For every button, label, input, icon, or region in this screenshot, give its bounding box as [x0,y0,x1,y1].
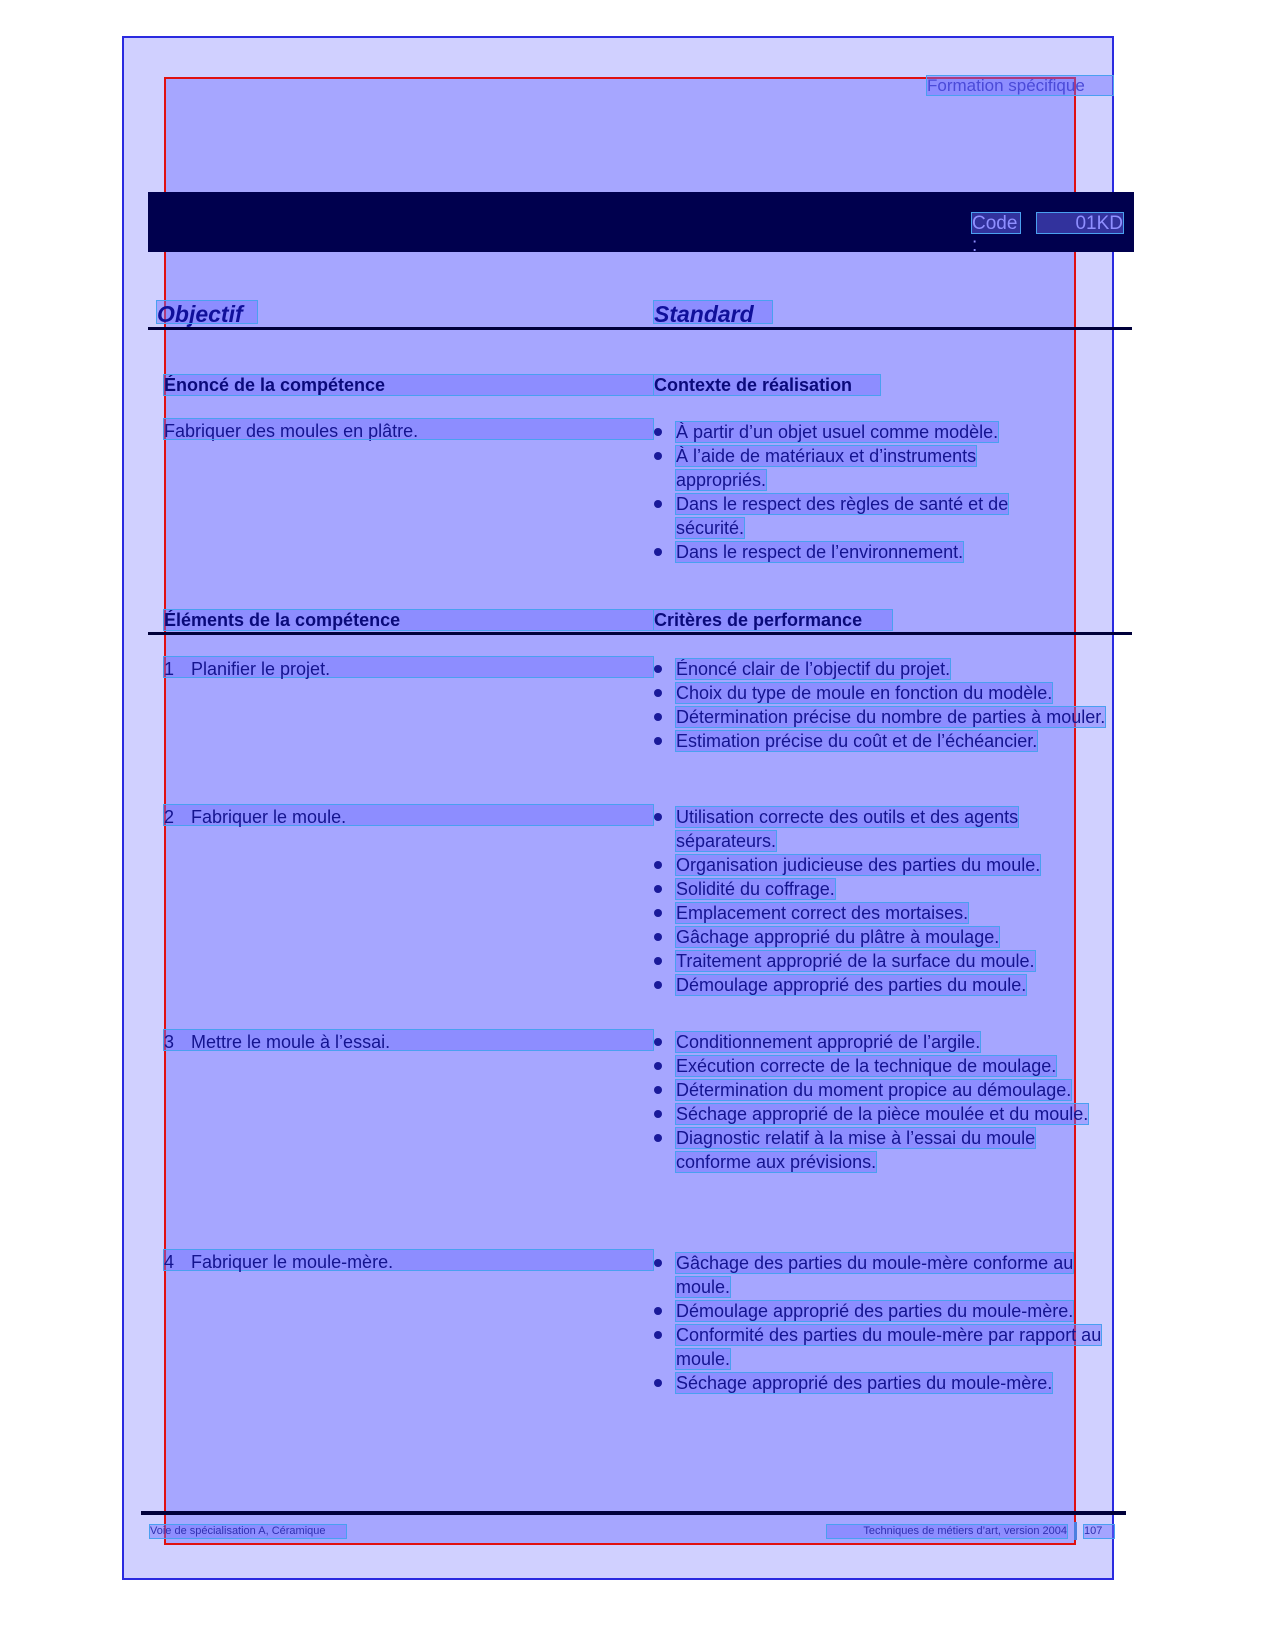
element-number: 1 [164,659,175,679]
contexte-heading: Contexte de réalisation [654,375,880,395]
bullet-icon [654,428,662,436]
list-item: Démoulage approprié des parties du moule-mère. [654,1299,1110,1323]
bullet-icon [654,1086,662,1094]
bullet-icon [654,1110,662,1118]
criteria-list-1 [654,657,1110,753]
element-number: 3 [164,1032,175,1052]
column-title-standard: Standard [654,301,772,323]
list-item: Gâchage approprié du plâtre à moulage. [654,925,1074,949]
criteria-list-3 [654,1030,1114,1174]
list-item: Estimation précise du coût et de l’échéancier. [654,729,1110,753]
bullet-icon [654,1134,662,1142]
list-item: Détermination du moment propice au démoulage. [654,1078,1114,1102]
bullet-icon [654,885,662,893]
bullet-icon [654,1331,662,1339]
list-item: Dans le respect de l’environnement. [654,540,1054,564]
bullet-icon [654,548,662,556]
element-label: Fabriquer le moule. [191,807,347,827]
elements-heading: Éléments de la compétence [164,610,653,630]
footer-rule [141,1511,1126,1515]
list-item: Traitement approprié de la surface du moule. [654,949,1074,973]
element-row-4 [164,1250,653,1270]
divider-elements [148,632,1132,635]
footer-separator [1074,1522,1077,1540]
bullet-icon [654,452,662,460]
contexte-list [654,420,1054,564]
bullet-icon [654,957,662,965]
enonce-heading: Énoncé de la compétence [164,375,653,395]
list-item: Utilisation correcte des outils et des agents séparateurs. [654,805,1074,853]
bullet-icon [654,909,662,917]
formation-label: Formation spécifique [927,76,1113,95]
bullet-icon [654,500,662,508]
element-label: Fabriquer le moule-mère. [191,1252,394,1272]
list-item: Démoulage approprié des parties du moule. [654,973,1074,997]
bullet-icon [654,1259,662,1267]
page-number: 107 [1084,1525,1114,1538]
bullet-icon [654,713,662,721]
divider-top [148,327,1132,330]
criteria-list-4 [654,1251,1110,1395]
list-item: Détermination précise du nombre de parties à mouler. [654,705,1110,729]
criteria-list-2 [654,805,1074,997]
list-item: Séchage approprié de la pièce moulée et du moule. [654,1102,1114,1126]
list-item: Dans le respect des règles de santé et de sécurité. [654,492,1054,540]
list-item: Emplacement correct des mortaises. [654,901,1074,925]
bullet-icon [654,689,662,697]
criteres-heading: Critères de performance [654,610,892,630]
element-row-1 [164,657,653,677]
bullet-icon [654,813,662,821]
list-item: Choix du type de moule en fonction du modèle. [654,681,1110,705]
list-item: Gâchage des parties du moule-mère conforme au moule. [654,1251,1110,1299]
bullet-icon [654,1062,662,1070]
list-item: Séchage approprié des parties du moule-mère. [654,1371,1110,1395]
list-item: Exécution correcte de la technique de moulage. [654,1054,1114,1078]
list-item: Conditionnement approprié de l’argile. [654,1030,1114,1054]
bullet-icon [654,933,662,941]
list-item: Diagnostic relatif à la mise à l’essai du moule conforme aux prévisions. [654,1126,1114,1174]
bullet-icon [654,861,662,869]
element-number: 4 [164,1252,175,1272]
element-label: Mettre le moule à l’essai. [191,1032,391,1052]
list-item: Énoncé clair de l’objectif du projet. [654,657,1110,681]
bullet-icon [654,981,662,989]
list-item: Organisation judicieuse des parties du moule. [654,853,1074,877]
element-row-3 [164,1030,653,1050]
column-title-objectif: Objectif [157,301,257,323]
list-item: À l’aide de matériaux et d’instruments appropriés. [654,444,1054,492]
footer-right: Techniques de métiers d’art, version 2004 [827,1525,1067,1538]
bullet-icon [654,1379,662,1387]
bullet-icon [654,665,662,673]
code-label: Code : [972,213,1020,233]
bullet-icon [654,1307,662,1315]
code-value: 01KD [1037,213,1123,233]
list-item: Conformité des parties du moule-mère par rapport au moule. [654,1323,1110,1371]
element-row-2 [164,805,653,825]
element-label: Planifier le projet. [191,659,331,679]
list-item: À partir d’un objet usuel comme modèle. [654,420,1054,444]
list-item: Solidité du coffrage. [654,877,1074,901]
enonce-text: Fabriquer des moules en plâtre. [164,419,653,439]
bullet-icon [654,737,662,745]
footer-left: Voie de spécialisation A, Céramique [150,1525,346,1538]
element-number: 2 [164,807,175,827]
bullet-icon [654,1038,662,1046]
